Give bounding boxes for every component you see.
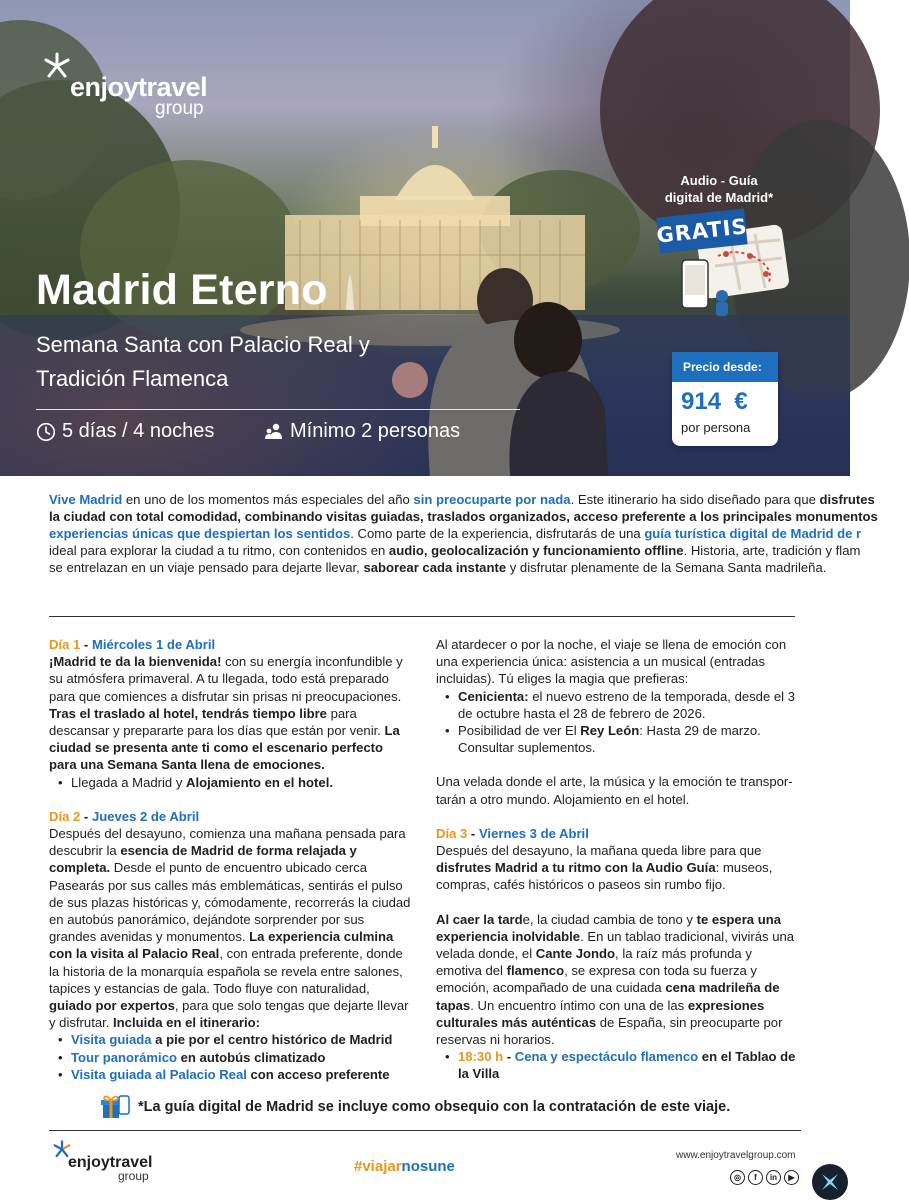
price-label: Precio desde: xyxy=(672,352,778,382)
intro-bold: disfrutes xyxy=(819,492,875,507)
bold-text: te espera una experiencia inolvidable xyxy=(436,911,781,944)
bold-text: Tras el traslado al hotel, tendrás tiempo libre xyxy=(49,705,327,721)
intro-text: en uno de los momentos más especiales del año xyxy=(122,492,414,507)
bold-text: con acceso preferente xyxy=(246,1066,390,1082)
body-text: , para que solo tengas que dejarte llevar y disfrutar. xyxy=(49,998,409,1031)
body-text: Desde el punto de encuentro ubicado cerca Pasearás por sus calles más emblemáticas, sentirás el pulso de sus plazas históricas y, cómodamente, recorrerás la ciudad en autobús panorámico, dejándote sorprender por sus grandes avenidas y monumentos. xyxy=(49,860,411,945)
gift-phone-icon xyxy=(100,1094,130,1120)
linkedin-icon[interactable]: in xyxy=(766,1170,781,1185)
intro-text: y disfrutar plenamente de la Semana Santa madrileña. xyxy=(506,560,827,575)
minimum-info xyxy=(264,420,460,443)
intro-highlight: sin preocuparte por nada xyxy=(413,492,571,507)
highlight-text: Visita guiada al Palacio Real xyxy=(71,1066,247,1082)
bold-text: Al caer la tard xyxy=(436,911,523,927)
intro-line xyxy=(49,542,909,559)
intro-text: . Este itinerario ha sido diseñado para que xyxy=(570,492,820,507)
bold-text: esencia de Madrid de forma relajada y completa. xyxy=(49,843,357,876)
bold-text: - xyxy=(503,1049,515,1065)
day-number: Día 1 xyxy=(49,637,81,652)
time-text: 18:30 h xyxy=(458,1049,504,1065)
intro-line xyxy=(49,491,909,508)
bold-text: Rey León xyxy=(580,723,640,739)
body-text: de España, sin preocuparte por reservas ni horarios. xyxy=(436,1014,783,1048)
intro-text: . Historia, arte, tradición y flam xyxy=(683,543,861,558)
clock-icon xyxy=(36,422,56,442)
musical-description: Al atardecer o por la noche, el viaje se llena de emoción con una experiencia única: asistencia a un musical (entradas incluidas). Tú eliges la magia que prefieras: xyxy=(436,637,787,687)
highlight-text: Cena y espectáculo flamenco xyxy=(514,1049,699,1065)
day3-description xyxy=(436,842,798,894)
hashtag-part2: nosune xyxy=(401,1158,455,1175)
bold-text: expresiones culturales más auténticas xyxy=(436,997,765,1030)
page-title: Madrid Eterno xyxy=(36,266,328,314)
body-text: Después del desayuno, la mañana queda libre para que xyxy=(436,843,762,859)
asterisk-logo-icon xyxy=(42,52,72,82)
brand-sub: group xyxy=(155,98,204,119)
intro-text: se entrelazan en un viaje pensado para dejarte llevar, xyxy=(49,560,364,575)
body-text: Después del desayuno, comienza una mañana pensada para descubrir la xyxy=(49,826,406,859)
instagram-icon[interactable]: ◎ xyxy=(730,1170,745,1185)
facebook-icon[interactable]: f xyxy=(748,1170,763,1185)
section-divider xyxy=(49,616,795,617)
intro-line xyxy=(49,525,909,542)
hashtag xyxy=(354,1158,455,1175)
day3-heading xyxy=(436,825,798,842)
hashtag-part1: #viajar xyxy=(354,1158,402,1175)
intro-paragraph xyxy=(49,491,909,576)
day-separator: - xyxy=(80,637,92,652)
musical-list xyxy=(436,688,798,757)
day1-list xyxy=(49,774,411,791)
audio-guide-line1: Audio - Guía xyxy=(680,173,758,188)
evening-description: Una velada donde el arte, la música y la emoción te transpor-tarán a otro mundo. Alojamiento en el hotel. xyxy=(436,774,793,807)
duration-info xyxy=(36,420,214,443)
app-badge-icon[interactable] xyxy=(812,1164,848,1200)
price-value: 914 € xyxy=(681,388,748,415)
day-separator: - xyxy=(80,808,92,824)
body-text: . En un tablao tradicional, vivirás una velada donde, el xyxy=(436,928,795,962)
gratis-badge: GRATIS xyxy=(656,208,747,253)
people-icon xyxy=(264,422,284,442)
body-text: Posibilidad de ver El xyxy=(458,723,581,739)
body-text: , la raíz más profunda y emotiva del xyxy=(436,946,752,979)
list-item xyxy=(436,722,798,756)
spark-icon xyxy=(819,1171,841,1193)
intro-text: ideal para explorar la ciudad a tu ritmo, con contenidos en xyxy=(49,543,389,558)
day-date: Jueves 2 de Abril xyxy=(91,808,200,824)
intro-bold: saborear cada instante xyxy=(363,560,507,575)
body-text: : Hasta 29 de marzo. Consultar suplementos. xyxy=(458,723,761,756)
itinerary-right-column xyxy=(436,636,798,1083)
bold-text: cena madrileña de tapas xyxy=(436,980,780,1013)
bold-text: La experiencia culmina con la visita al Palacio Real xyxy=(49,929,394,962)
body-text: . Un encuentro íntimo con una de las xyxy=(470,997,688,1013)
gift-note-text: *La guía digital de Madrid se incluye como obsequio con la contratación de este viaje. xyxy=(138,1099,731,1115)
body-text: el nuevo estreno de la temporada, desde el 3 de octubre hasta el 28 de febrero de 2026. xyxy=(458,688,795,721)
list-item xyxy=(436,1048,798,1082)
bold-text: flamenco xyxy=(506,963,565,979)
minimum-text: Mínimo 2 personas xyxy=(290,420,461,442)
day-date: Viernes 3 de Abril xyxy=(478,825,589,841)
youtube-icon[interactable]: ▶ xyxy=(784,1170,799,1185)
bold-text: guiado por expertos xyxy=(49,998,175,1014)
bold-text: disfrutes Madrid a tu ritmo con la Audio Guía xyxy=(436,860,716,876)
bold-text: ¡Madrid te da la bienvenida! xyxy=(49,654,222,670)
bold-text: La ciudad se presenta ante ti como el escenario perfecto para una Semana Santa llena de emociones. xyxy=(49,723,400,773)
list-item xyxy=(49,1049,411,1066)
footer-brand-name: enjoytravel xyxy=(68,1154,153,1171)
intro-highlight: experiencias únicas que despiertan los sentidos xyxy=(49,526,351,541)
intro-line xyxy=(49,508,909,525)
body-text: e, la ciudad cambia de tono y xyxy=(522,911,697,927)
intro-bold: la ciudad con total comodidad, combinando visitas guiadas, traslados organizados, acceso preferente a los principales monumentos xyxy=(49,509,878,524)
list-item xyxy=(49,1031,411,1048)
body-text: : museos, compras, cafés históricos o paseos sin rumbo fijo. xyxy=(436,860,773,893)
gift-note xyxy=(100,1094,730,1120)
bold-text: en autobús climatizado xyxy=(176,1049,326,1065)
list-item xyxy=(436,688,798,722)
itinerary-left-column xyxy=(49,636,411,1083)
footer-divider xyxy=(49,1130,801,1131)
bold-text: Incluida en el itinerario: xyxy=(113,1015,261,1031)
social-links xyxy=(730,1170,799,1185)
body-text: , con entrada preferente, donde la historia de la monarquía española se revela entre salones, tapices y estancias de gala. Todo fluye con naturalidad, xyxy=(49,946,403,996)
bold-text: en el Tablao de la Villa xyxy=(458,1049,796,1082)
list-item xyxy=(49,774,411,791)
day2-description xyxy=(49,825,411,1031)
body-text: para descansar y prepararte para los días que están por venir. xyxy=(49,705,385,739)
bold-text: Cante Jondo xyxy=(535,946,616,962)
page-subtitle: Semana Santa con Palacio Real y Tradición Flamenca xyxy=(36,332,370,391)
duration-text: 5 días / 4 noches xyxy=(62,420,215,442)
price-unit: por persona xyxy=(681,420,751,435)
hero-divider xyxy=(36,409,520,410)
day3-list xyxy=(436,1048,798,1082)
day-date: Miércoles 1 de Abril xyxy=(91,637,216,652)
day-number: Día 3 xyxy=(436,825,468,841)
highlight-text: Tour panorámico xyxy=(71,1049,177,1065)
body-text: con su energía inconfundible y su atmósfera primaveral. A tu llegada, todo está preparado para que comiences a disfrutar sin prisas ni preocupaciones. xyxy=(49,654,403,704)
bold-text: Cenicienta: xyxy=(458,688,529,704)
intro-highlight: Vive Madrid xyxy=(49,492,123,507)
day1-description xyxy=(49,653,411,773)
intro-text: . Como parte de la experiencia, disfrutarás de una xyxy=(350,526,645,541)
intro-line xyxy=(49,559,909,576)
price-card xyxy=(672,352,778,446)
day2-heading xyxy=(49,808,411,825)
audio-guide-line2: digital de Madrid* xyxy=(664,190,774,205)
highlight-text: Visita guiada xyxy=(71,1032,152,1048)
footer-brand-sub: group xyxy=(118,1169,149,1183)
bold-text: a pie por el centro histórico de Madrid xyxy=(151,1032,393,1048)
website-link[interactable]: www.enjoytravelgroup.com xyxy=(676,1150,796,1161)
day-number: Día 2 xyxy=(49,808,81,824)
hero-banner xyxy=(0,0,850,476)
bold-text: Alojamiento en el hotel. xyxy=(186,774,333,790)
body-text: Llegada a Madrid y xyxy=(71,774,187,790)
body-text: , se expresa con toda su fuerza y emoción, acompañado de una cuidada xyxy=(436,963,757,996)
audio-guide-promo xyxy=(648,172,790,206)
day1-heading xyxy=(49,636,411,653)
day3-evening-description xyxy=(436,911,798,1049)
day2-list xyxy=(49,1031,411,1083)
intro-bold: audio, geolocalización y funcionamiento offline xyxy=(388,543,684,558)
day-separator: - xyxy=(467,825,479,841)
brand-name: enjoytravel xyxy=(70,72,208,102)
list-item xyxy=(49,1066,411,1083)
intro-highlight: guía turística digital de Madrid de r xyxy=(644,526,862,541)
